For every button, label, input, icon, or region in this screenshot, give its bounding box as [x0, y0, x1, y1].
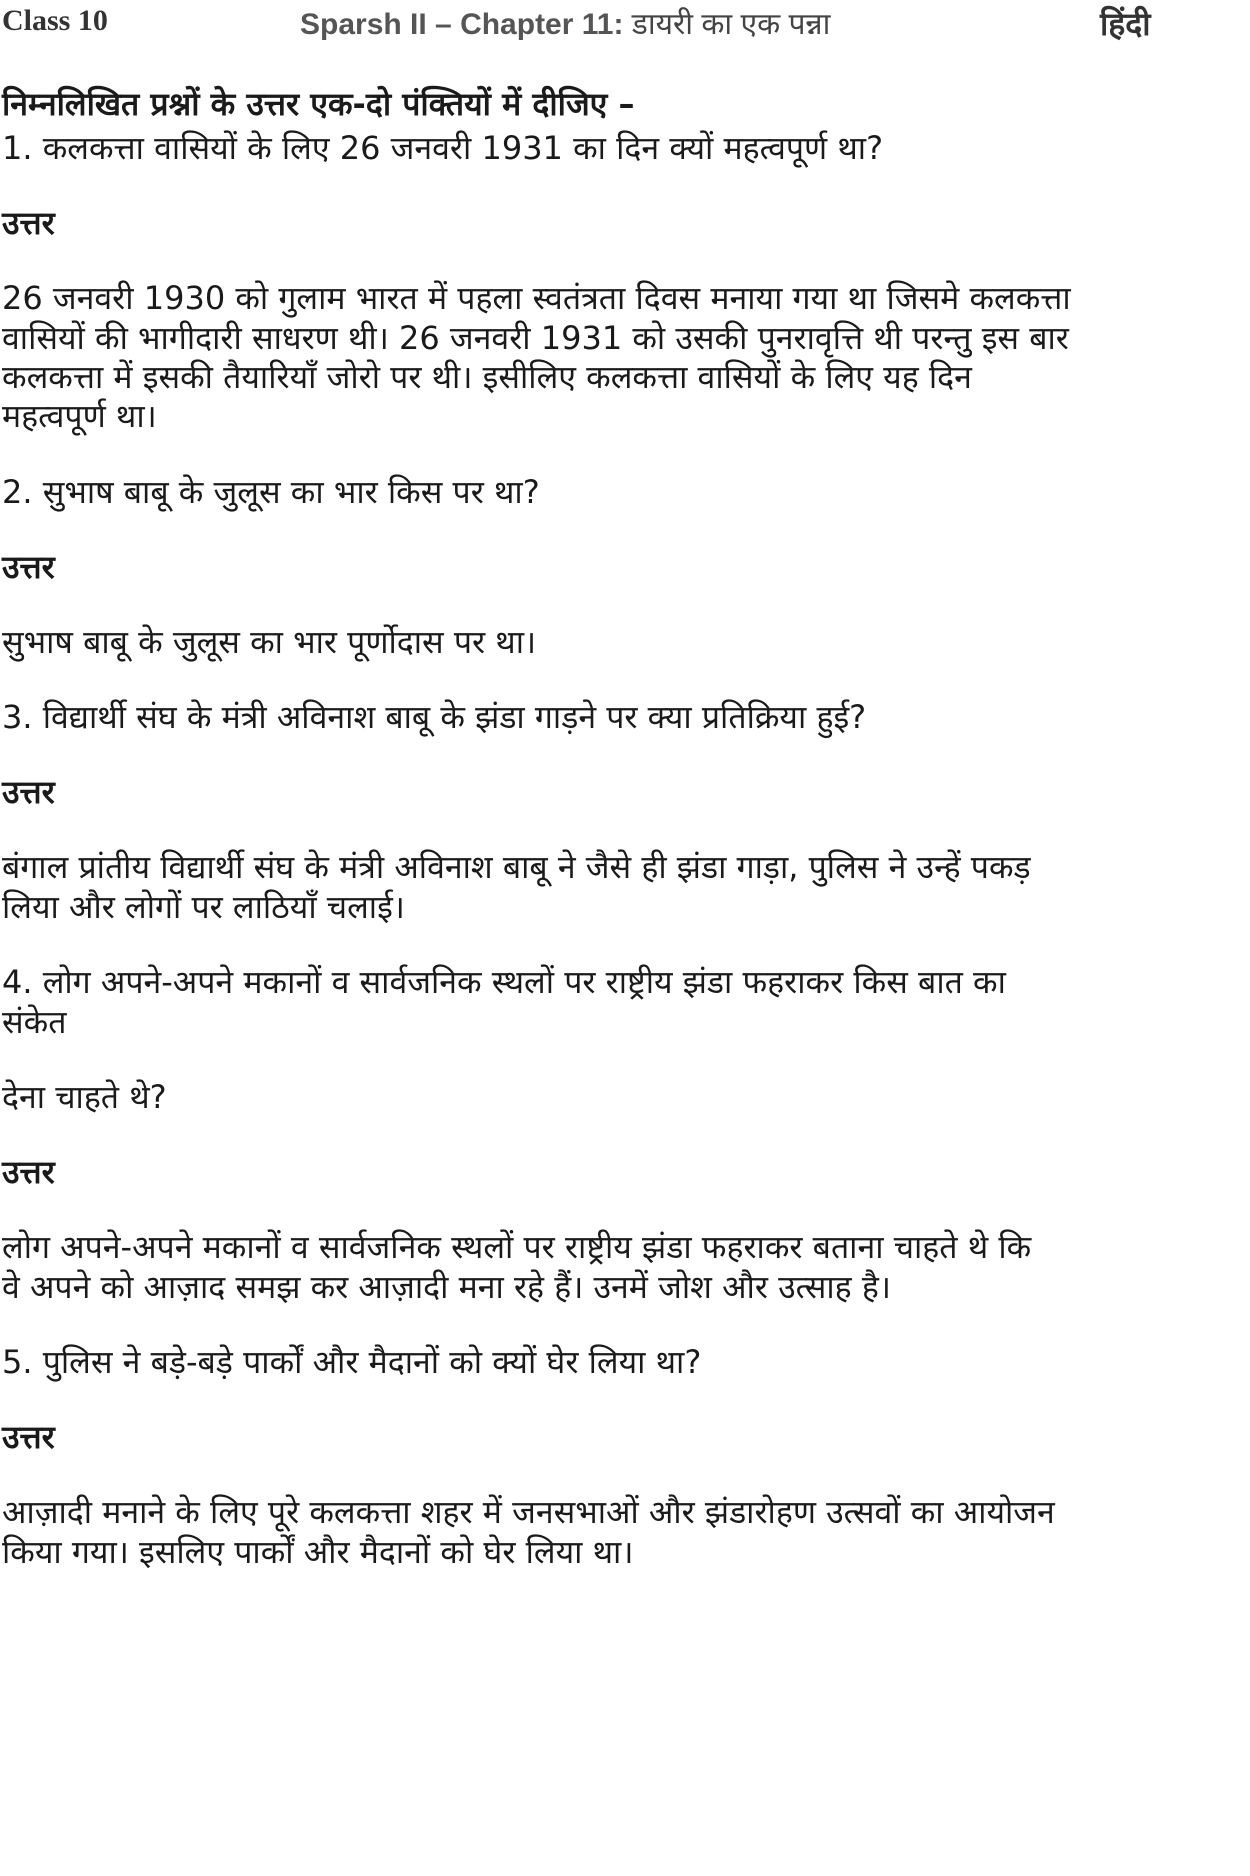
answer-2-line-1: सुभाष बाबू के जुलूस का भार पूर्णोदास पर था। — [2, 623, 537, 661]
answer-1-line-3: कलकत्ता में इसकी तैयारियाँ जोरो पर थी। इसीलिए कलकत्ता वासियों के लिए यह दिन — [2, 358, 972, 396]
class-label: Class 10 — [2, 4, 108, 37]
answer-5-line-1: आज़ादी मनाने के लिए पूरे कलकत्ता शहर में जनसभाओं और झंडारोहण उत्सवों का आयोजन — [2, 1493, 1055, 1531]
chapter-heading — [300, 2, 830, 43]
question-2: 2. सुभाष बाबू के जुलूस का भार किस पर था? — [2, 473, 540, 511]
page-header — [0, 0, 1250, 50]
answer-label-4: उत्तर — [2, 1153, 55, 1191]
answer-1-line-4: महत्वपूर्ण था। — [2, 397, 157, 435]
answer-4-line-2: वे अपने को आज़ाद समझ कर आज़ादी मना रहे हैं। उनमें जोश और उत्साह है। — [2, 1268, 891, 1306]
question-5: 5. पुलिस ने बड़े-बड़े पार्कों और मैदानों को क्यों घेर लिया था? — [2, 1343, 702, 1381]
question-4-line-3: देना चाहते थे? — [2, 1078, 167, 1116]
answer-1-line-1: 26 जनवरी 1930 को गुलाम भारत में पहला स्वतंत्रता दिवस मनाया गया था जिसमे कलकत्ता — [2, 279, 1071, 317]
book-chapter: Sparsh II – Chapter 11: — [300, 8, 624, 41]
answer-1-line-2: वासियों की भागीदारी साधरण थी। 26 जनवरी 1931 को उसकी पुनरावृत्ति थी परन्तु इस बार — [2, 319, 1069, 357]
instruction: निम्नलिखित प्रश्नों के उत्तर एक-दो पंक्तियों में दीजिए – — [2, 85, 635, 123]
answer-label-5: उत्तर — [2, 1418, 55, 1456]
question-4-line-2: संकेत — [2, 1003, 67, 1041]
answer-3-line-2: लिया और लोगों पर लाठियाँ चलाई। — [2, 888, 405, 926]
question-1: 1. कलकत्ता वासियों के लिए 26 जनवरी 1931 का दिन क्यों महत्वपूर्ण था? — [2, 129, 884, 167]
answer-4-line-1: लोग अपने-अपने मकानों व सार्वजनिक स्थलों पर राष्ट्रीय झंडा फहराकर बताना चाहते थे कि — [2, 1228, 1032, 1266]
chapter-title: डायरी का एक पन्ना — [631, 8, 831, 41]
question-4-line-1: 4. लोग अपने-अपने मकानों व सार्वजनिक स्थलों पर राष्ट्रीय झंडा फहराकर किस बात का — [2, 963, 1006, 1001]
question-3: 3. विद्यार्थी संघ के मंत्री अविनाश बाबू के झंडा गाड़ने पर क्या प्रतिक्रिया हुई? — [2, 698, 867, 736]
answer-5-line-2: किया गया। इसलिए पार्कों और मैदानों को घेर लिया था। — [2, 1533, 634, 1571]
answer-3-line-1: बंगाल प्रांतीय विद्यार्थी संघ के मंत्री अविनाश बाबू ने जैसे ही झंडा गाड़ा, पुलिस ने उन्हें पकड़ — [2, 848, 1031, 886]
answer-label-3: उत्तर — [2, 773, 55, 811]
answer-label-1: उत्तर — [2, 204, 55, 242]
subject-label: हिंदी — [1100, 5, 1151, 43]
answer-label-2: उत्तर — [2, 548, 55, 586]
